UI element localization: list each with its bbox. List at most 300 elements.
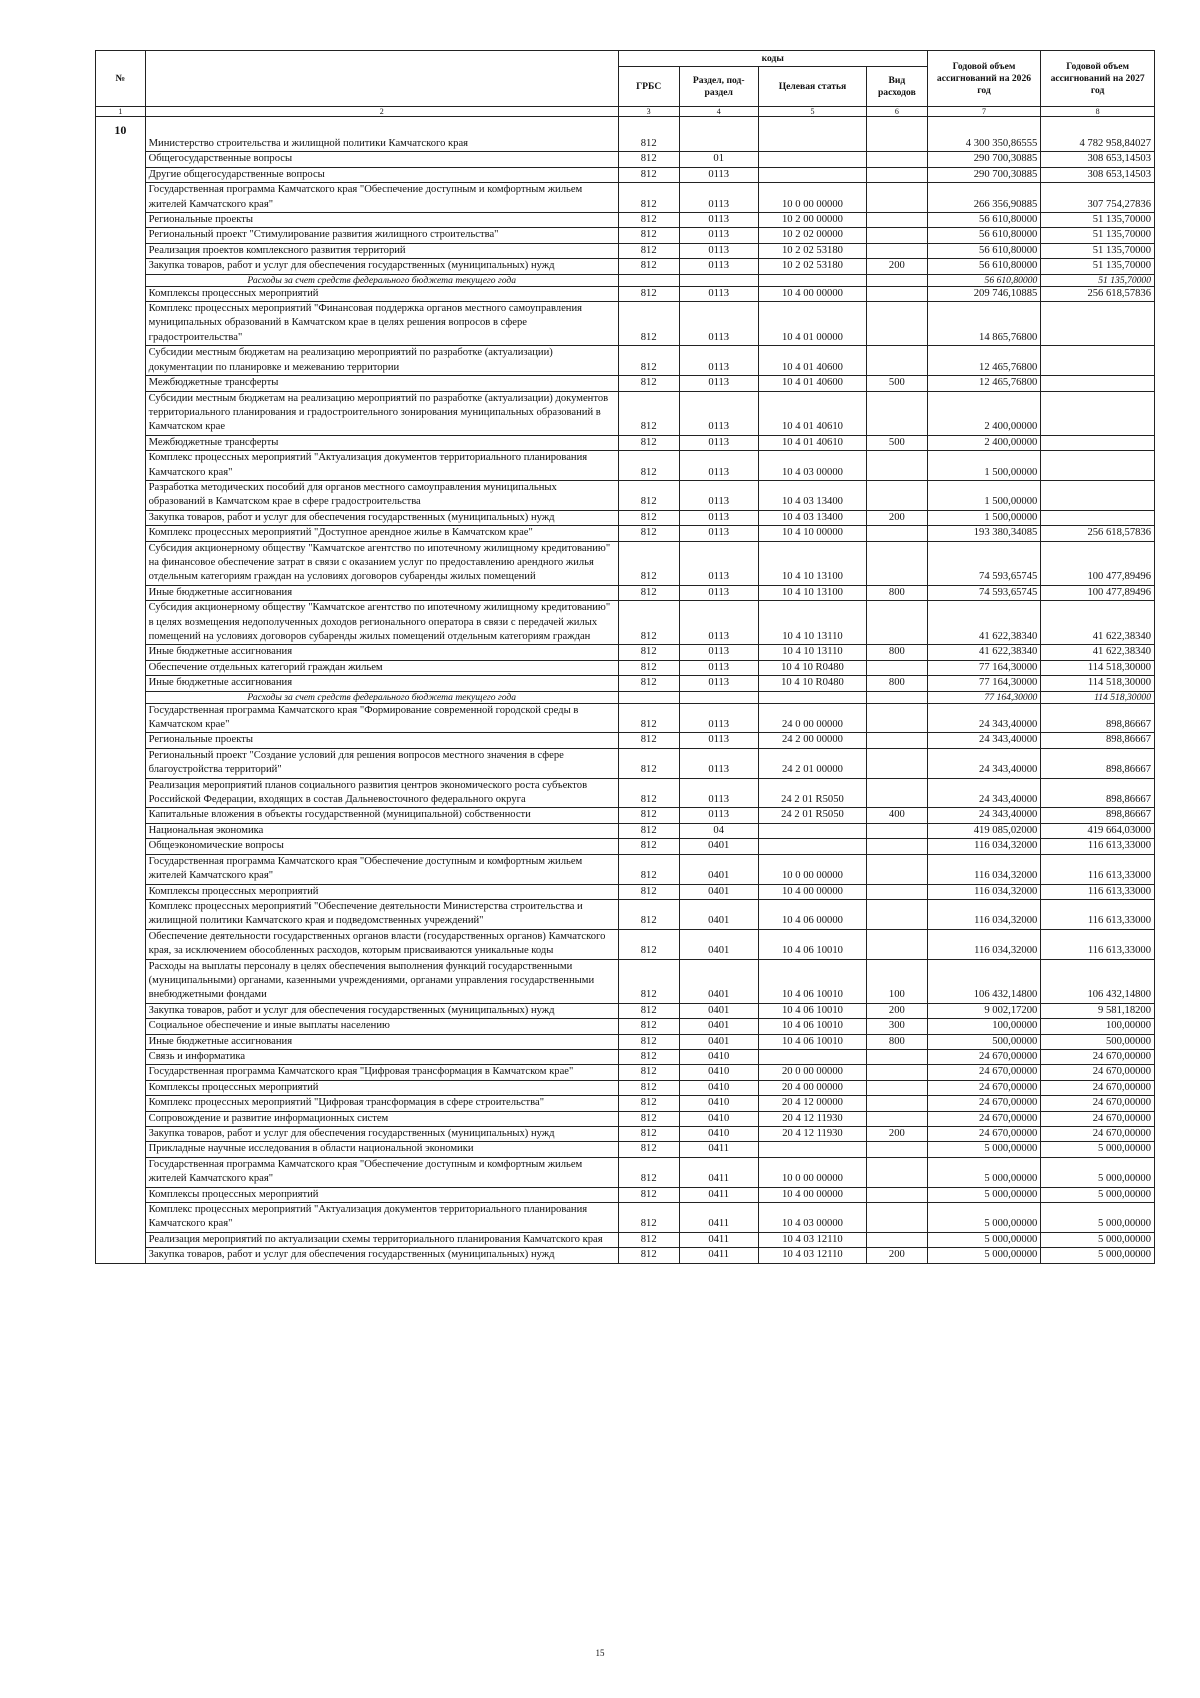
- name-cell: Государственная программа Камчатского края "Обеспечение доступным и комфортным жильем жителей Камчатского края": [145, 183, 618, 213]
- table-row: [96, 601, 1155, 645]
- table-row: [96, 286, 1155, 301]
- name-cell: Комплекс процессных мероприятий "Актуализация документов территориального планирования Камчатского края": [145, 1203, 618, 1233]
- type-cell: [867, 1049, 928, 1064]
- section-cell: 0113: [679, 286, 758, 301]
- target-cell: 10 4 01 40600: [758, 376, 866, 391]
- amount-2026-cell: 24 670,00000: [927, 1096, 1041, 1111]
- amount-2027-cell: 100 477,89496: [1041, 541, 1155, 585]
- grbs-cell: 812: [618, 676, 679, 691]
- target-cell: 24 2 01 00000: [758, 748, 866, 778]
- amount-2026-cell: 1 500,00000: [927, 451, 1041, 481]
- header-name: [145, 51, 618, 107]
- target-cell: 24 2 00 00000: [758, 733, 866, 748]
- section-cell: 0401: [679, 959, 758, 1003]
- grbs-cell: 812: [618, 1157, 679, 1187]
- grbs-cell: 812: [618, 1111, 679, 1126]
- name-cell: Сопровождение и развитие информационных систем: [145, 1111, 618, 1126]
- name-cell: Расходы за счет средств федерального бюджета текущего года: [145, 691, 618, 703]
- amount-2027-cell: 9 581,18200: [1041, 1003, 1155, 1018]
- table-row: [96, 391, 1155, 435]
- type-cell: [867, 733, 928, 748]
- grbs-cell: 812: [618, 228, 679, 243]
- type-cell: [867, 703, 928, 733]
- table-row: [96, 1203, 1155, 1233]
- amount-2026-cell: 5 000,00000: [927, 1203, 1041, 1233]
- target-cell: [758, 1142, 866, 1157]
- grbs-cell: 812: [618, 451, 679, 481]
- amount-2026-cell: 77 164,30000: [927, 660, 1041, 675]
- name-cell: Социальное обеспечение и иные выплаты населению: [145, 1019, 618, 1034]
- amount-2026-cell: 116 034,32000: [927, 884, 1041, 899]
- type-cell: [867, 346, 928, 376]
- type-cell: [867, 1232, 928, 1247]
- grbs-cell: 812: [618, 1142, 679, 1157]
- amount-2027-cell: 41 622,38340: [1041, 645, 1155, 660]
- amount-2027-cell: 256 618,57836: [1041, 526, 1155, 541]
- grbs-cell: 812: [618, 243, 679, 258]
- target-cell: 10 4 03 00000: [758, 1203, 866, 1233]
- amount-2026-cell: 56 610,80000: [927, 259, 1041, 274]
- grbs-cell: 812: [618, 585, 679, 600]
- amount-2027-cell: [1041, 346, 1155, 376]
- amount-2026-cell: 24 343,40000: [927, 748, 1041, 778]
- type-cell: [867, 929, 928, 959]
- grbs-cell: 812: [618, 152, 679, 167]
- type-cell: [867, 228, 928, 243]
- amount-2027-cell: 5 000,00000: [1041, 1248, 1155, 1263]
- name-cell: Обеспечение отдельных категорий граждан жильем: [145, 660, 618, 675]
- amount-2027-cell: 898,86667: [1041, 748, 1155, 778]
- target-cell: 10 4 03 12110: [758, 1232, 866, 1247]
- section-cell: 0113: [679, 660, 758, 675]
- section-cell: 0410: [679, 1080, 758, 1095]
- target-cell: 10 4 03 13400: [758, 510, 866, 525]
- section-cell: 0113: [679, 302, 758, 346]
- section-cell: 0113: [679, 526, 758, 541]
- amount-2027-cell: 419 664,03000: [1041, 823, 1155, 838]
- name-cell: Реализация мероприятий по актуализации схемы территориального планирования Камчатского края: [145, 1232, 618, 1247]
- table-row: [96, 1096, 1155, 1111]
- target-cell: 10 4 01 40610: [758, 435, 866, 450]
- type-cell: [867, 823, 928, 838]
- table-row: [96, 748, 1155, 778]
- amount-2026-cell: 116 034,32000: [927, 854, 1041, 884]
- amount-2027-cell: [1041, 435, 1155, 450]
- amount-2026-cell: 24 343,40000: [927, 808, 1041, 823]
- target-cell: 10 4 03 12110: [758, 1248, 866, 1263]
- name-cell: Общеэкономические вопросы: [145, 839, 618, 854]
- name-cell: Государственная программа Камчатского края "Обеспечение доступным и комфортным жильем жителей Камчатского края": [145, 854, 618, 884]
- table-row: [96, 117, 1155, 152]
- grbs-cell: 812: [618, 1203, 679, 1233]
- header-num: 3: [618, 107, 679, 117]
- target-cell: 10 4 00 00000: [758, 884, 866, 899]
- header-section: Раздел, под-раздел: [679, 67, 758, 107]
- table-row: [96, 1019, 1155, 1034]
- section-cell: 0113: [679, 183, 758, 213]
- grbs-cell: 812: [618, 510, 679, 525]
- amount-2026-cell: 209 746,10885: [927, 286, 1041, 301]
- header-2027: Годовой объем ассигнований на 2027 год: [1041, 51, 1155, 107]
- amount-2027-cell: 24 670,00000: [1041, 1049, 1155, 1064]
- name-cell: Обеспечение деятельности государственных органов власти (государственных органов) Камчатского края, за исключением обособленных расходов, которым присваиваются уникальные коды: [145, 929, 618, 959]
- amount-2026-cell: 41 622,38340: [927, 601, 1041, 645]
- name-cell: Комплексы процессных мероприятий: [145, 286, 618, 301]
- section-cell: 0410: [679, 1111, 758, 1126]
- name-cell: Региональный проект "Создание условий для решения вопросов местного значения в сфере благоустройства территорий": [145, 748, 618, 778]
- amount-2027-cell: 114 518,30000: [1041, 691, 1155, 703]
- target-cell: 10 2 02 00000: [758, 228, 866, 243]
- table-row: [96, 243, 1155, 258]
- section-cell: 0113: [679, 346, 758, 376]
- grbs-cell: 812: [618, 1034, 679, 1049]
- target-cell: 20 4 00 00000: [758, 1080, 866, 1095]
- table-row: [96, 929, 1155, 959]
- section-cell: 0113: [679, 376, 758, 391]
- name-cell: Субсидия акционерному обществу "Камчатское агентство по ипотечному жилищному кредитованию" на финансовое обеспечение затрат в связи с оказанием услуг по предоставлению арендного жилья отдельным категориям граждан на условиях договоров субаренды жилых помещений: [145, 541, 618, 585]
- name-cell: Комплекс процессных мероприятий "Цифровая трансформация в сфере строительства": [145, 1096, 618, 1111]
- header-num: 5: [758, 107, 866, 117]
- grbs-cell: 812: [618, 645, 679, 660]
- grbs-cell: 812: [618, 526, 679, 541]
- table-row: [96, 676, 1155, 691]
- type-cell: [867, 1065, 928, 1080]
- type-cell: 800: [867, 1034, 928, 1049]
- section-cell: 0411: [679, 1187, 758, 1202]
- amount-2027-cell: 116 613,33000: [1041, 839, 1155, 854]
- grbs-cell: 812: [618, 435, 679, 450]
- type-cell: [867, 526, 928, 541]
- amount-2026-cell: 419 085,02000: [927, 823, 1041, 838]
- budget-table: [95, 50, 1155, 1264]
- section-cell: 01: [679, 152, 758, 167]
- name-cell: Расходы за счет средств федерального бюджета текущего года: [145, 274, 618, 286]
- type-cell: [867, 1187, 928, 1202]
- amount-2027-cell: 116 613,33000: [1041, 929, 1155, 959]
- type-cell: [867, 1203, 928, 1233]
- grbs-cell: 812: [618, 391, 679, 435]
- target-cell: 10 4 06 00000: [758, 899, 866, 929]
- type-cell: [867, 286, 928, 301]
- type-cell: [867, 899, 928, 929]
- name-cell: Иные бюджетные ассигнования: [145, 645, 618, 660]
- type-cell: [867, 1080, 928, 1095]
- target-cell: 24 2 01 R5050: [758, 778, 866, 808]
- section-cell: 0401: [679, 1019, 758, 1034]
- name-cell: Государственная программа Камчатского края "Цифровая трансформация в Камчатском крае": [145, 1065, 618, 1080]
- amount-2027-cell: 5 000,00000: [1041, 1203, 1155, 1233]
- amount-2026-cell: 24 670,00000: [927, 1111, 1041, 1126]
- table-row: [96, 645, 1155, 660]
- table-row: [96, 899, 1155, 929]
- target-cell: 10 0 00 00000: [758, 854, 866, 884]
- grbs-cell: 812: [618, 286, 679, 301]
- type-cell: [867, 1111, 928, 1126]
- target-cell: 10 4 00 00000: [758, 1187, 866, 1202]
- amount-2026-cell: 74 593,65745: [927, 541, 1041, 585]
- type-cell: [867, 274, 928, 286]
- amount-2026-cell: 2 400,00000: [927, 435, 1041, 450]
- amount-2027-cell: 116 613,33000: [1041, 899, 1155, 929]
- table-row: [96, 1187, 1155, 1202]
- amount-2027-cell: 51 135,70000: [1041, 228, 1155, 243]
- section-cell: 0113: [679, 733, 758, 748]
- grbs-cell: 812: [618, 884, 679, 899]
- header-target: Целевая статья: [758, 67, 866, 107]
- type-cell: [867, 167, 928, 182]
- type-cell: [867, 839, 928, 854]
- table-row: [96, 346, 1155, 376]
- amount-2026-cell: 5 000,00000: [927, 1157, 1041, 1187]
- amount-2027-cell: 100 477,89496: [1041, 585, 1155, 600]
- target-cell: 10 4 10 13100: [758, 585, 866, 600]
- amount-2026-cell: 500,00000: [927, 1034, 1041, 1049]
- table-row: [96, 1157, 1155, 1187]
- amount-2026-cell: 14 865,76800: [927, 302, 1041, 346]
- amount-2026-cell: 116 034,32000: [927, 839, 1041, 854]
- table-row: [96, 733, 1155, 748]
- amount-2026-cell: 56 610,80000: [927, 274, 1041, 286]
- amount-2026-cell: 24 343,40000: [927, 778, 1041, 808]
- amount-2027-cell: [1041, 510, 1155, 525]
- name-cell: Другие общегосударственные вопросы: [145, 167, 618, 182]
- target-cell: 10 4 01 00000: [758, 302, 866, 346]
- amount-2026-cell: 12 465,76800: [927, 346, 1041, 376]
- name-cell: Субсидии местным бюджетам на реализацию мероприятий по разработке (актуализации) документации по планировке и межеванию территории: [145, 346, 618, 376]
- header-codes: коды: [618, 51, 927, 67]
- amount-2027-cell: 307 754,27836: [1041, 183, 1155, 213]
- table-row: [96, 778, 1155, 808]
- name-cell: Связь и информатика: [145, 1049, 618, 1064]
- amount-2026-cell: 100,00000: [927, 1019, 1041, 1034]
- section-cell: 0113: [679, 391, 758, 435]
- amount-2026-cell: 290 700,30885: [927, 167, 1041, 182]
- amount-2026-cell: 1 500,00000: [927, 510, 1041, 525]
- name-cell: Региональный проект "Стимулирование развития жилищного строительства": [145, 228, 618, 243]
- grbs-cell: 812: [618, 376, 679, 391]
- table-row: [96, 1248, 1155, 1263]
- target-cell: 20 4 12 11930: [758, 1111, 866, 1126]
- amount-2026-cell: 41 622,38340: [927, 645, 1041, 660]
- target-cell: 20 4 12 00000: [758, 1096, 866, 1111]
- type-cell: [867, 152, 928, 167]
- grbs-cell: 812: [618, 117, 679, 152]
- amount-2026-cell: 56 610,80000: [927, 243, 1041, 258]
- table-row: [96, 823, 1155, 838]
- amount-2026-cell: 77 164,30000: [927, 691, 1041, 703]
- target-cell: 10 4 06 10010: [758, 1019, 866, 1034]
- section-cell: 0113: [679, 480, 758, 510]
- name-cell: Общегосударственные вопросы: [145, 152, 618, 167]
- amount-2026-cell: 24 343,40000: [927, 703, 1041, 733]
- target-cell: 10 4 01 40600: [758, 346, 866, 376]
- amount-2027-cell: 256 618,57836: [1041, 286, 1155, 301]
- name-cell: Расходы на выплаты персоналу в целях обеспечения выполнения функций государственными (муниципальными) органами, казенными учреждениями, органами управления государственными внебюджетными фондами: [145, 959, 618, 1003]
- amount-2026-cell: 5 000,00000: [927, 1248, 1041, 1263]
- name-cell: Реализация проектов комплексного развития территорий: [145, 243, 618, 258]
- amount-2027-cell: 4 782 958,84027: [1041, 117, 1155, 152]
- amount-2026-cell: 12 465,76800: [927, 376, 1041, 391]
- name-cell: Реализация мероприятий планов социального развития центров экономического роста субъектов Российской Федерации, входящих в состав Дальневосточного федерального округа: [145, 778, 618, 808]
- name-cell: Межбюджетные трансферты: [145, 435, 618, 450]
- target-cell: 24 0 00 00000: [758, 703, 866, 733]
- name-cell: Закупка товаров, работ и услуг для обеспечения государственных (муниципальных) нужд: [145, 1127, 618, 1142]
- target-cell: 10 4 06 10010: [758, 959, 866, 1003]
- section-cell: 0411: [679, 1203, 758, 1233]
- section-cell: 0401: [679, 929, 758, 959]
- amount-2026-cell: 24 670,00000: [927, 1080, 1041, 1095]
- amount-2026-cell: 74 593,65745: [927, 585, 1041, 600]
- amount-2026-cell: 116 034,32000: [927, 899, 1041, 929]
- amount-2026-cell: 56 610,80000: [927, 228, 1041, 243]
- grbs-cell: 812: [618, 854, 679, 884]
- grbs-cell: 812: [618, 778, 679, 808]
- type-cell: [867, 884, 928, 899]
- section-cell: 0113: [679, 808, 758, 823]
- amount-2027-cell: 114 518,30000: [1041, 660, 1155, 675]
- type-cell: [867, 660, 928, 675]
- section-cell: 0113: [679, 541, 758, 585]
- grbs-cell: 812: [618, 1096, 679, 1111]
- amount-2027-cell: 24 670,00000: [1041, 1111, 1155, 1126]
- section-cell: 04: [679, 823, 758, 838]
- table-row: [96, 274, 1155, 286]
- target-cell: 10 4 06 10010: [758, 929, 866, 959]
- grbs-cell: 812: [618, 1187, 679, 1202]
- target-cell: 10 4 06 10010: [758, 1003, 866, 1018]
- name-cell: Региональные проекты: [145, 213, 618, 228]
- section-cell: 0113: [679, 645, 758, 660]
- header-no: №: [96, 51, 146, 107]
- section-cell: 0401: [679, 1034, 758, 1049]
- name-cell: Субсидии местным бюджетам на реализацию мероприятий по разработке (актуализации) документов территориального планирования и градостроительного зонирования муниципальных образований в Камчатском крае: [145, 391, 618, 435]
- amount-2027-cell: 100,00000: [1041, 1019, 1155, 1034]
- section-cell: 0410: [679, 1049, 758, 1064]
- type-cell: 200: [867, 510, 928, 525]
- target-cell: 10 4 01 40610: [758, 391, 866, 435]
- amount-2027-cell: 51 135,70000: [1041, 213, 1155, 228]
- amount-2026-cell: 1 500,00000: [927, 480, 1041, 510]
- target-cell: 10 4 00 00000: [758, 286, 866, 301]
- section-cell: 0113: [679, 243, 758, 258]
- section-cell: 0411: [679, 1232, 758, 1247]
- name-cell: Национальная экономика: [145, 823, 618, 838]
- table-row: [96, 451, 1155, 481]
- target-cell: [758, 274, 866, 286]
- grbs-cell: [618, 274, 679, 286]
- header-num: 4: [679, 107, 758, 117]
- section-cell: 0410: [679, 1127, 758, 1142]
- type-cell: 200: [867, 1127, 928, 1142]
- header-grbs: ГРБС: [618, 67, 679, 107]
- header-num: 2: [145, 107, 618, 117]
- grbs-cell: 812: [618, 1232, 679, 1247]
- header-num: 8: [1041, 107, 1155, 117]
- grbs-cell: 812: [618, 733, 679, 748]
- amount-2026-cell: 5 000,00000: [927, 1142, 1041, 1157]
- table-row: [96, 703, 1155, 733]
- table-row: [96, 660, 1155, 675]
- type-cell: [867, 854, 928, 884]
- type-cell: 800: [867, 676, 928, 691]
- amount-2027-cell: 116 613,33000: [1041, 854, 1155, 884]
- amount-2027-cell: 24 670,00000: [1041, 1065, 1155, 1080]
- type-cell: [867, 1096, 928, 1111]
- grbs-cell: 812: [618, 1248, 679, 1263]
- name-cell: Государственная программа Камчатского края "Формирование современной городской среды в Камчатском крае": [145, 703, 618, 733]
- target-cell: 10 4 10 R0480: [758, 660, 866, 675]
- target-cell: 10 4 10 00000: [758, 526, 866, 541]
- amount-2027-cell: [1041, 376, 1155, 391]
- header-type: Вид расходов: [867, 67, 928, 107]
- grbs-cell: 812: [618, 601, 679, 645]
- table-row: [96, 228, 1155, 243]
- grbs-cell: 812: [618, 183, 679, 213]
- section-cell: 0113: [679, 676, 758, 691]
- name-cell: Государственная программа Камчатского края "Обеспечение доступным и комфортным жильем жителей Камчатского края": [145, 1157, 618, 1187]
- section-cell: [679, 274, 758, 286]
- header-2026: Годовой объем ассигнований на 2026 год: [927, 51, 1041, 107]
- table-row: [96, 1080, 1155, 1095]
- type-cell: 500: [867, 376, 928, 391]
- type-cell: 100: [867, 959, 928, 1003]
- amount-2027-cell: 51 135,70000: [1041, 274, 1155, 286]
- amount-2026-cell: 2 400,00000: [927, 391, 1041, 435]
- amount-2026-cell: 106 432,14800: [927, 959, 1041, 1003]
- grbs-cell: 812: [618, 480, 679, 510]
- type-cell: [867, 691, 928, 703]
- section-cell: 0113: [679, 748, 758, 778]
- amount-2027-cell: [1041, 391, 1155, 435]
- target-cell: 20 0 00 00000: [758, 1065, 866, 1080]
- grbs-cell: 812: [618, 808, 679, 823]
- amount-2027-cell: 24 670,00000: [1041, 1096, 1155, 1111]
- amount-2027-cell: 5 000,00000: [1041, 1142, 1155, 1157]
- target-cell: [758, 117, 866, 152]
- table-row: [96, 302, 1155, 346]
- grbs-cell: 812: [618, 703, 679, 733]
- section-cell: 0113: [679, 167, 758, 182]
- table-row: [96, 152, 1155, 167]
- table-row: [96, 376, 1155, 391]
- section-cell: [679, 691, 758, 703]
- section-cell: 0411: [679, 1248, 758, 1263]
- amount-2026-cell: 24 343,40000: [927, 733, 1041, 748]
- name-cell: Разработка методических пособий для органов местного самоуправления муниципальных образований в Камчатском крае в сфере градостроительства: [145, 480, 618, 510]
- type-cell: 800: [867, 585, 928, 600]
- name-cell: Закупка товаров, работ и услуг для обеспечения государственных (муниципальных) нужд: [145, 1248, 618, 1263]
- table-row: [96, 691, 1155, 703]
- amount-2027-cell: 500,00000: [1041, 1034, 1155, 1049]
- name-cell: Капитальные вложения в объекты государственной (муниципальной) собственности: [145, 808, 618, 823]
- amount-2027-cell: 898,86667: [1041, 778, 1155, 808]
- target-cell: 10 4 03 13400: [758, 480, 866, 510]
- grbs-cell: 812: [618, 1003, 679, 1018]
- table-row: [96, 435, 1155, 450]
- table-row: [96, 510, 1155, 525]
- name-cell: Комплексы процессных мероприятий: [145, 1187, 618, 1202]
- grbs-cell: 812: [618, 1127, 679, 1142]
- grbs-cell: 812: [618, 839, 679, 854]
- name-cell: Комплексы процессных мероприятий: [145, 884, 618, 899]
- name-cell: Комплекс процессных мероприятий "Актуализация документов территориального планирования Камчатского края": [145, 451, 618, 481]
- name-cell: Комплекс процессных мероприятий "Обеспечение деятельности Министерства строительства и жилищной политики Камчатского края и подведомственных учреждений": [145, 899, 618, 929]
- grbs-cell: 812: [618, 823, 679, 838]
- name-cell: Межбюджетные трансферты: [145, 376, 618, 391]
- table-row: [96, 167, 1155, 182]
- table-row: [96, 213, 1155, 228]
- target-cell: 10 4 10 13110: [758, 645, 866, 660]
